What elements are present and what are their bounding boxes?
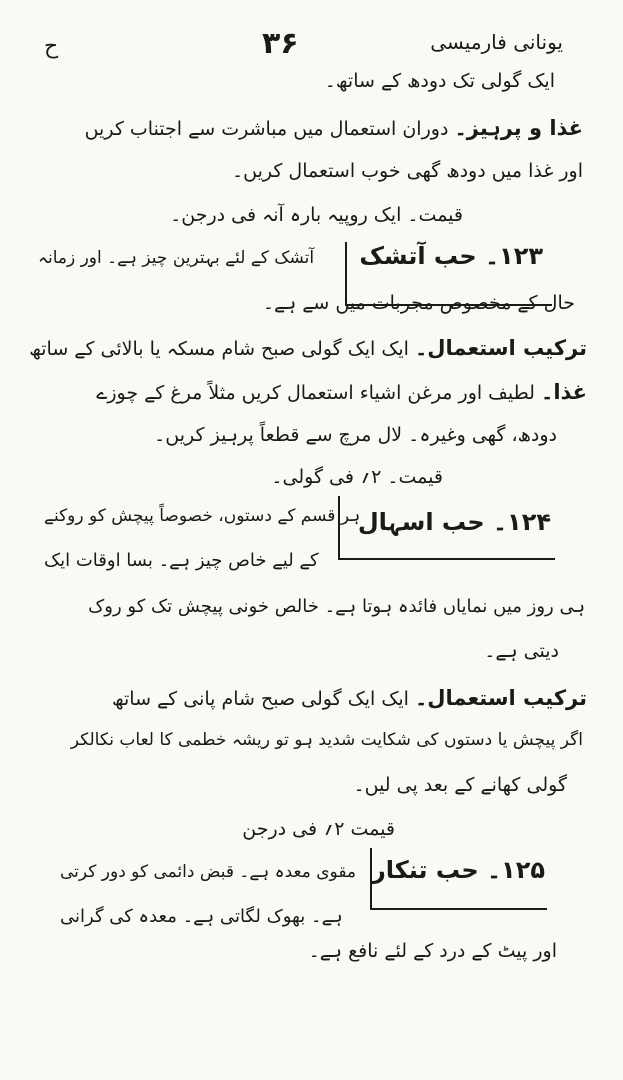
text-line-17: گولی کھانے کے بعد پی لیں۔ <box>353 774 567 796</box>
price-line-2: قیمت۔ ۲؍ فی گولی۔ <box>271 466 443 488</box>
entry-125-heading <box>372 856 545 885</box>
entry-125-name: حب تنکار <box>371 856 479 884</box>
diet-text: دوران استعمال میں مباشرت سے اجتناب کریں <box>84 118 449 140</box>
text-line-9: دودھ، گھی وغیرہ۔ لال مرچ سے قطعاً پرہیز کریں۔ <box>154 424 557 446</box>
food-line <box>96 380 587 405</box>
entry-124-name: حب اسہال <box>357 508 485 536</box>
entry-123-number: ۱۲۳۔ <box>484 242 543 270</box>
text-line-2 <box>85 116 583 141</box>
food-text: لطیف اور مرغن اشیاء استعمال کریں مثلاً مرغ کے چوزے <box>96 382 535 404</box>
entry-123-text-1: آتشک کے لئے بہترین چیز ہے۔ اور زمانہ <box>38 248 315 268</box>
book-title: یونانی فارمیسی <box>430 30 563 54</box>
entry-124-number: ۱۲۴۔ <box>492 508 551 536</box>
entry-125-text-2: ہے۔ بھوک لگاتی ہے۔ معدہ کی گرانی <box>60 906 343 927</box>
text-line-1: ایک گولی تک دودھ کے ساتھ۔ <box>324 70 555 92</box>
diet-label: غذا و پرہیز۔ <box>454 116 583 140</box>
entry-125-number: ۱۲۵۔ <box>486 856 545 884</box>
usage-line-2 <box>112 686 587 711</box>
usage-line-1 <box>29 336 587 361</box>
entry-124-text-2: کے لیے خاص چیز ہے۔ بسا اوقات ایک <box>44 550 319 571</box>
food-label: غذا۔ <box>541 380 587 404</box>
entry-123-name: حب آتشک <box>359 242 477 270</box>
entry-124-text-4: دیتی ہے۔ <box>484 640 559 662</box>
entry-124-heading <box>358 508 551 537</box>
usage-text-1: ایک ایک گولی صبح شام مسکہ یا بالائی کے ساتھ <box>29 338 409 360</box>
entry-123-heading <box>359 242 543 271</box>
entry-124-text-1: ہر قسم کے دستوں، خصوصاً پیچش کو روکنے <box>44 506 361 526</box>
entry-125-text-3: اور پیٹ کے درد کے لئے نافع ہے۔ <box>308 940 557 962</box>
entry-125-text-1: مقوی معدہ ہے۔ قبض دائمی کو دور کرتی <box>60 862 357 882</box>
text-line-3: اور غذا میں دودھ گھی خوب استعمال کریں۔ <box>231 160 583 182</box>
usage-text-2: ایک ایک گولی صبح شام پانی کے ساتھ <box>112 688 409 710</box>
section-mark: ح <box>44 34 59 59</box>
entry-124-text-3: ہی روز میں نمایاں فائدہ ہوتا ہے۔ خالص خونی پیچش تک کو روک <box>88 596 585 617</box>
price-line-3: قیمت ۲؍ فی درجن <box>242 818 395 840</box>
price-line-1: قیمت۔ ایک روپیہ بارہ آنہ فی درجن۔ <box>170 204 463 226</box>
usage-label-2: ترکیب استعمال۔ <box>414 686 587 710</box>
page-number: ۳۶ <box>262 26 299 61</box>
entry-123-text-2: حال کے مخصوص مجربات میں سے ہے۔ <box>262 292 575 314</box>
usage-label-1: ترکیب استعمال۔ <box>414 336 587 360</box>
text-line-16: اگر پیچش یا دستوں کی شکایت شدید ہو تو ریشہ خطمی کا لعاب نکالکر <box>70 730 583 750</box>
